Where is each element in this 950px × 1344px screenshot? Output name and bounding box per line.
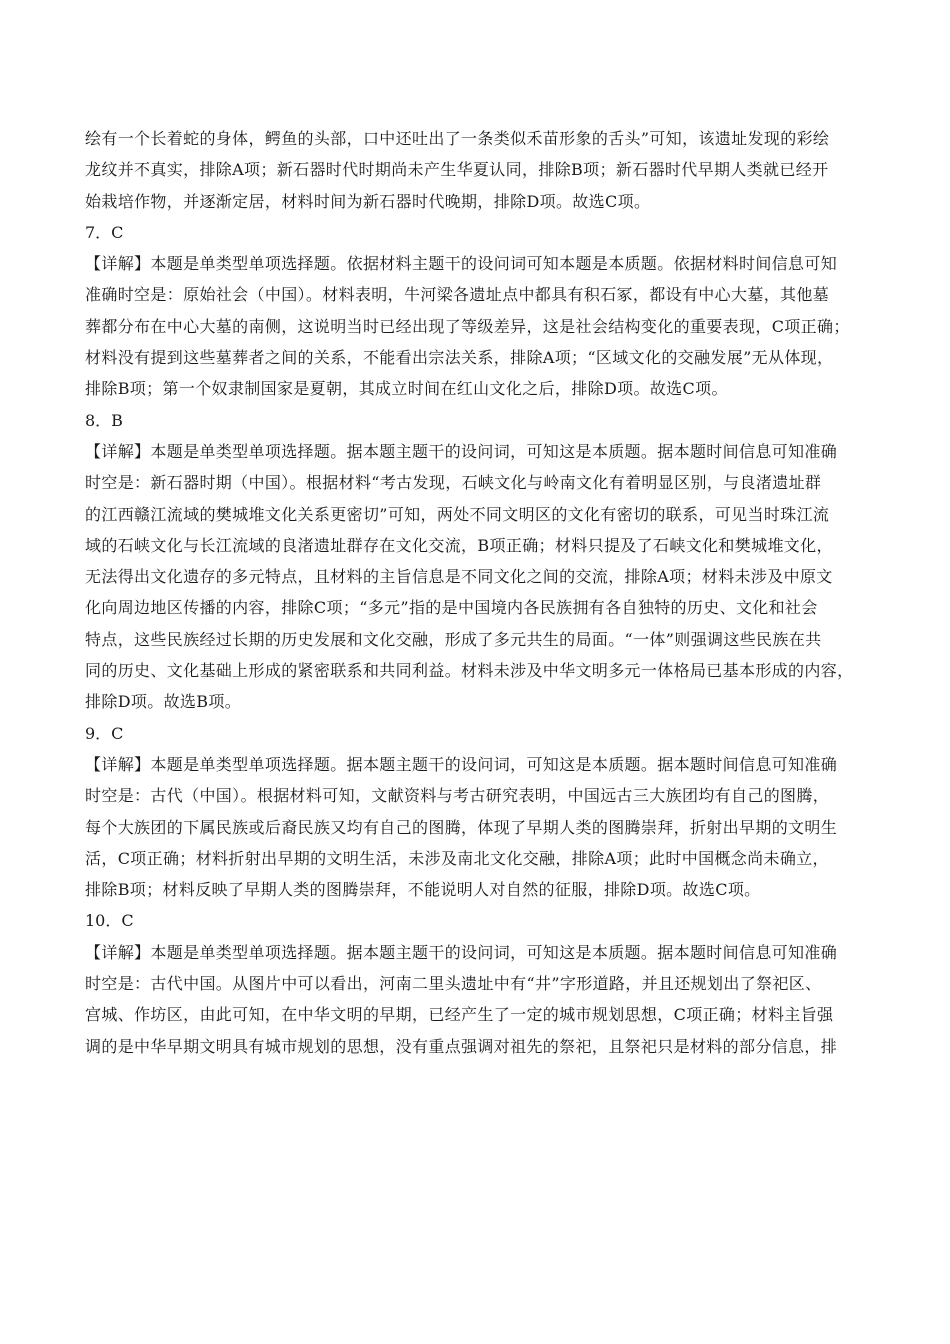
- answer-10: [85, 905, 875, 1061]
- answer-7: [85, 217, 875, 405]
- text-line: 绘有一个长着蛇的身体，鳄鱼的头部，口中还吐出了一条类似禾苗形象的舌头”可知，该遗址发现的彩绘: [85, 129, 830, 148]
- question-number: 10．C: [85, 911, 134, 931]
- text-line: 排除B项；第一个奴隶制国家是夏朝，其成立时间在红山文化之后，排除D项。故选C项。: [85, 379, 728, 399]
- text-line: 化向周边地区传播的内容，排除C项；“多元”指的是中国境内各民族拥有各自独特的历史、文化和社会: [85, 598, 818, 618]
- question-number: 7．C: [85, 222, 124, 242]
- text-line: 每个大族团的下属民族或后裔民族又均有自己的图腾，体现了早期人类的图腾崇拜，折射出早期的文明生: [85, 817, 838, 837]
- text-line: 调的是中华早期文明具有城市规划的思想，没有重点强调对祖先的祭祀，且祭祀只是材料的部分信息，排: [85, 1036, 838, 1056]
- text-line: 域的石峡文化与长江流域的良渚遗址群存在文化交流，B项正确；材料只提及了石峡文化和樊城堆文化，: [85, 535, 833, 555]
- text-line: 【详解】本题是单类型单项选择题。依据材料主题干的设问词可知本题是本质题。依据材料时间信息可知: [85, 254, 838, 274]
- text-line: 【详解】本题是单类型单项选择题。据本题主题干的设问词，可知这是本质题。据本题时间信息可知准确: [85, 942, 838, 962]
- answer-6-continuation: [85, 123, 875, 217]
- text-line: 无法得出文化遗存的多元特点，且材料的主旨信息是不同文化之间的交流，排除A项；材料未涉及中原文: [85, 567, 833, 587]
- text-line: 【详解】本题是单类型单项选择题。据本题主题干的设问词，可知这是本质题。据本题时间信息可知准确: [85, 754, 838, 774]
- text-line: 【详解】本题是单类型单项选择题。据本题主题干的设问词，可知这是本质题。据本题时间信息可知准确: [85, 441, 838, 461]
- text-line: 的江西赣江流域的樊城堆文化关系更密切”可知，两处不同文明区的文化有密切的联系，可见当时珠江流: [85, 504, 830, 524]
- text-line: 排除D项。故选B项。: [85, 692, 242, 712]
- question-number: 8．B: [85, 410, 123, 430]
- document-page: [85, 123, 875, 1062]
- answer-9: [85, 718, 875, 906]
- text-line: 龙纹并不真实，排除A项；新石器时代时期尚未产生华夏认同，排除B项；新石器时代早期人类就已经开: [85, 160, 829, 180]
- text-line: 宫城、作坊区，由此可知，在中华文明的早期，已经产生了一定的城市规划思想，C项正确；材料主旨强: [85, 1005, 834, 1025]
- question-number: 9．C: [85, 723, 124, 743]
- text-line: 材料没有提到这些墓葬者之间的关系，不能看出宗法关系，排除A项；“区域文化的交融发展”无从体现，: [85, 348, 834, 368]
- text-line: 时空是：新石器时期（中国）。根据材料“考古发现，石峡文化与岭南文化有着明显区别，与良渚遗址群: [85, 473, 822, 493]
- text-line: 特点，这些民族经过长期的历史发展和文化交融，形成了多元共生的局面。“一体”则强调这些民族在共: [85, 629, 822, 649]
- text-line: 始栽培作物，并逐渐定居，材料时间为新石器时代晚期，排除D项。故选C项。: [85, 191, 651, 211]
- text-line: 时空是：古代中国。从图片中可以看出，河南二里头遗址中有“井”字形道路，并且还规划出了祭祀区、: [85, 974, 822, 994]
- text-line: 同的历史、文化基础上形成的紧密联系和共同利益。材料未涉及中华文明多元一体格局已基本形成的内容，: [85, 661, 854, 681]
- text-line: 活，C项正确；材料折射出早期的文明生活，未涉及南北文化交融，排除A项；此时中国概念尚未确立，: [85, 848, 829, 868]
- text-line: 准确时空是：原始社会（中国）。材料表明，牛河梁各遗址点中都具有积石冢，都设有中心大墓，其他墓: [85, 285, 830, 305]
- answer-8: [85, 405, 875, 718]
- text-line: 时空是：古代（中国）。根据材料可知，文献资料与考古研究表明，中国远古三大族团均有自己的图腾，: [85, 786, 830, 806]
- text-line: 葬都分布在中心大墓的南侧，这说明当时已经出现了等级差异，这是社会结构变化的重要表现，C项正确；: [85, 316, 850, 336]
- text-line: 排除B项；材料反映了早期人类的图腾崇拜，不能说明人对自然的征服，排除D项。故选C项。: [85, 880, 761, 900]
